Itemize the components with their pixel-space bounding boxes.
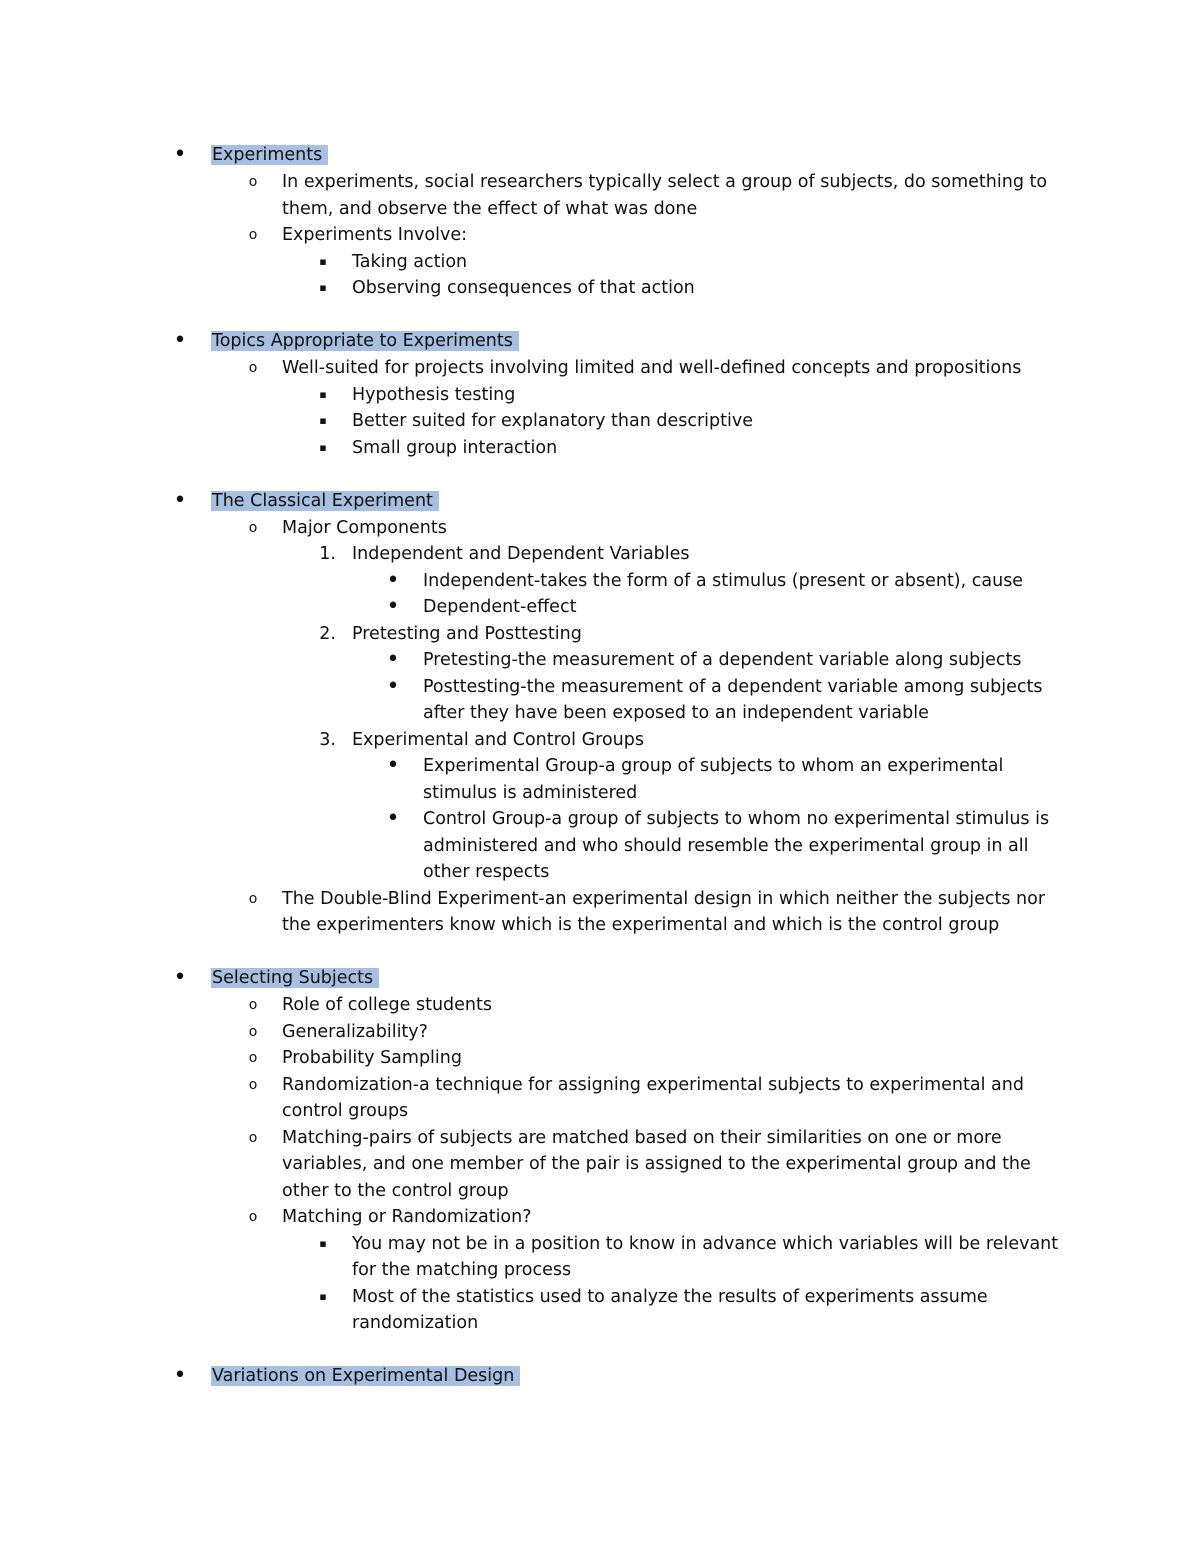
list-item: [0, 515, 1200, 542]
item-text: Independent-takes the form of a stimulus (present or absent), cause: [423, 570, 1024, 591]
bullet-circle-icon: o: [248, 1050, 258, 1066]
item-text: Observing consequences of that action: [352, 278, 695, 298]
spacer: [0, 939, 1200, 966]
item-text: Probability Sampling: [282, 1048, 462, 1068]
item-text: for the matching process: [352, 1260, 572, 1280]
bullet-disc-icon: •: [173, 1363, 187, 1388]
section-heading: Topics Appropriate to Experiments: [211, 331, 519, 351]
item-text: randomization: [352, 1313, 479, 1333]
list-item: [0, 169, 1200, 196]
list-item-continuation: [0, 1310, 1200, 1337]
item-text: control groups: [282, 1101, 409, 1121]
item-text: Experimental Group-a group of subjects to whom an experimental: [423, 756, 1004, 776]
list-item-continuation: [0, 833, 1200, 860]
bullet-disc-icon: •: [386, 647, 400, 672]
item-text: Matching or Randomization?: [282, 1207, 532, 1227]
item-text: Better suited for explanatory than descriptive: [352, 411, 753, 431]
item-text: Well-suited for projects involving limited and well-defined concepts and propositions: [282, 358, 1022, 378]
item-text: Randomization-a technique for assigning experimental subjects to experimental and: [282, 1074, 1024, 1095]
list-item-continuation: [0, 1151, 1200, 1178]
item-text: Experiments Involve:: [282, 225, 467, 245]
list-item: [0, 594, 1200, 621]
section-experiments: [0, 142, 1200, 169]
item-text: Experimental and Control Groups: [352, 729, 644, 750]
list-item: [0, 806, 1200, 833]
bullet-disc-icon: •: [173, 142, 187, 167]
spacer: [0, 302, 1200, 329]
bullet-disc-icon: •: [386, 567, 400, 593]
list-item-continuation: [0, 1178, 1200, 1205]
item-text: In experiments, social researchers typically select a group of subjects, do something to: [282, 172, 1048, 192]
list-number: 1.: [319, 544, 336, 564]
item-text: Posttesting-the measurement of a dependent variable among subjects: [423, 676, 1043, 697]
section-selecting-subjects: [0, 965, 1200, 992]
section-heading: Variations on Experimental Design: [211, 1366, 520, 1386]
bullet-disc-icon: •: [386, 673, 400, 699]
item-text: Matching-pairs of subjects are matched based on their similarities on one or more: [282, 1127, 1002, 1148]
list-item: [0, 647, 1200, 674]
bullet-square-icon: ▪: [319, 387, 327, 401]
bullet-square-icon: ▪: [319, 254, 327, 268]
item-text: them, and observe the effect of what was done: [282, 198, 698, 219]
list-item: [0, 992, 1200, 1019]
list-item: [0, 382, 1200, 409]
item-text: variables, and one member of the pair is assigned to the experimental group and the: [282, 1154, 1031, 1174]
item-text: Control Group-a group of subjects to whom no experimental stimulus is: [423, 809, 1050, 829]
list-item: [0, 222, 1200, 249]
list-item: [0, 753, 1200, 780]
section-heading: The Classical Experiment: [211, 491, 439, 511]
bullet-circle-icon: o: [248, 519, 258, 536]
item-text: Most of the statistics used to analyze the results of experiments assume: [352, 1286, 988, 1307]
bullet-circle-icon: o: [248, 227, 258, 243]
section-topics: [0, 328, 1200, 355]
list-item-continuation: [0, 859, 1200, 886]
bullet-circle-icon: o: [248, 1023, 258, 1040]
spacer: [0, 461, 1200, 488]
bullet-circle-icon: o: [248, 174, 258, 190]
spacer: [0, 1337, 1200, 1364]
list-item: [0, 1045, 1200, 1072]
bullet-disc-icon: •: [173, 328, 187, 353]
list-item: [0, 568, 1200, 595]
document-page: [0, 142, 1200, 1390]
item-text: other respects: [423, 862, 550, 882]
list-item: [0, 1204, 1200, 1231]
bullet-square-icon: ▪: [319, 440, 327, 454]
list-item: [0, 1284, 1200, 1311]
bullet-disc-icon: •: [173, 487, 187, 513]
list-item: [0, 435, 1200, 462]
bullet-disc-icon: •: [386, 753, 400, 778]
item-text: Role of college students: [282, 995, 492, 1015]
bullet-disc-icon: •: [386, 594, 400, 619]
list-item: [0, 1072, 1200, 1099]
item-text: Pretesting and Posttesting: [352, 623, 582, 644]
bullet-circle-icon: o: [248, 360, 258, 376]
section-heading: Selecting Subjects: [211, 968, 379, 988]
item-text: other to the control group: [282, 1180, 509, 1201]
list-item: [0, 674, 1200, 701]
list-item-continuation: [0, 1098, 1200, 1125]
list-item-continuation: [0, 1257, 1200, 1284]
bullet-square-icon: ▪: [319, 1289, 327, 1303]
bullet-circle-icon: o: [248, 1209, 258, 1225]
item-text: Small group interaction: [352, 437, 558, 458]
list-item: [0, 355, 1200, 382]
section-classical-experiment: [0, 488, 1200, 515]
item-text: Taking action: [352, 251, 468, 272]
item-text: Major Components: [282, 517, 447, 538]
list-item: [0, 1125, 1200, 1152]
item-text: Hypothesis testing: [352, 384, 516, 405]
bullet-circle-icon: o: [248, 997, 258, 1013]
item-text: administered and who should resemble the experimental group in all: [423, 835, 1029, 856]
bullet-circle-icon: o: [248, 890, 258, 907]
list-item: [0, 886, 1200, 913]
bullet-square-icon: ▪: [319, 281, 327, 294]
bullet-square-icon: ▪: [319, 1236, 327, 1250]
list-item-continuation: [0, 700, 1200, 727]
numbered-item: [0, 541, 1200, 568]
item-text: stimulus is administered: [423, 782, 638, 803]
item-text: the experimenters know which is the experimental and which is the control group: [282, 915, 1000, 935]
list-number: 3.: [319, 729, 336, 750]
item-text: Independent and Dependent Variables: [352, 544, 690, 564]
list-item: [0, 275, 1200, 302]
item-text: Pretesting-the measurement of a dependent variable along subjects: [423, 650, 1022, 670]
numbered-item: [0, 727, 1200, 754]
list-item: [0, 249, 1200, 276]
item-text: Generalizability?: [282, 1021, 428, 1042]
list-item: [0, 408, 1200, 435]
list-item-continuation: [0, 912, 1200, 939]
list-number: 2.: [319, 623, 336, 644]
bullet-circle-icon: o: [248, 1129, 258, 1146]
section-variations: [0, 1363, 1200, 1390]
numbered-item: [0, 621, 1200, 648]
list-item: [0, 1019, 1200, 1046]
bullet-disc-icon: •: [173, 965, 187, 990]
item-text: Dependent-effect: [423, 597, 577, 617]
item-text: The Double-Blind Experiment-an experimental design in which neither the subjects nor: [282, 888, 1046, 909]
section-heading: Experiments: [211, 145, 328, 165]
bullet-circle-icon: o: [248, 1076, 258, 1093]
bullet-square-icon: ▪: [319, 414, 327, 427]
list-item-continuation: [0, 196, 1200, 223]
item-text: after they have been exposed to an independent variable: [423, 703, 929, 723]
list-item: [0, 1231, 1200, 1258]
item-text: You may not be in a position to know in advance which variables will be relevant: [352, 1233, 1059, 1254]
bullet-disc-icon: •: [386, 806, 400, 831]
list-item-continuation: [0, 780, 1200, 807]
